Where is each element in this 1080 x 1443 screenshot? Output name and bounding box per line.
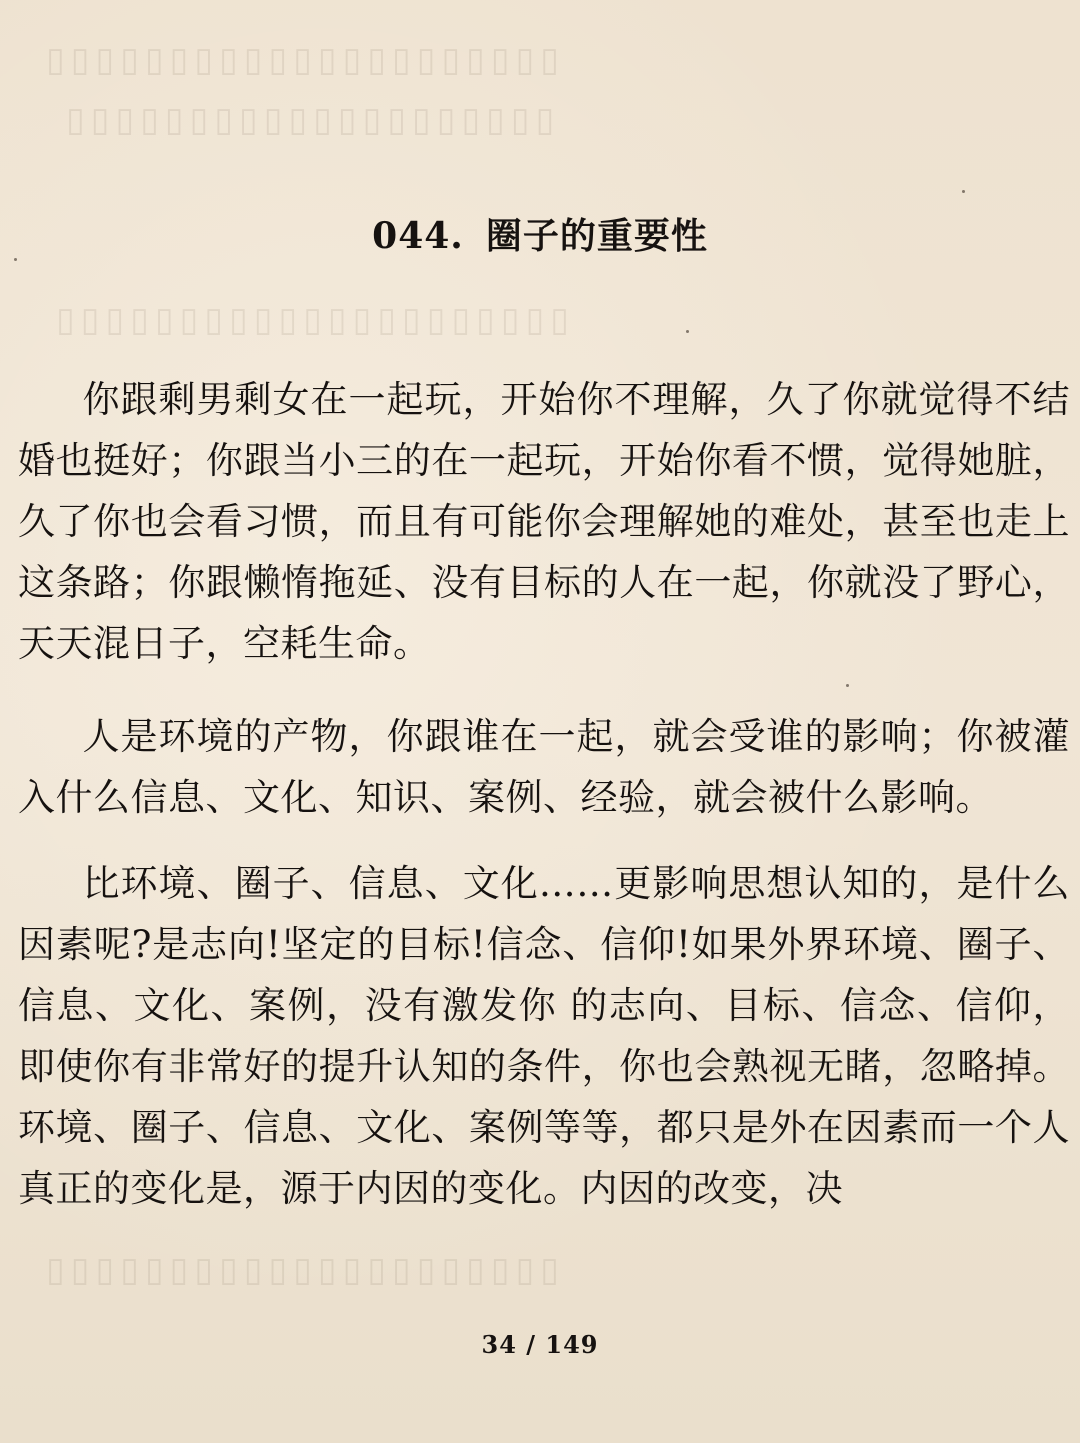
section-heading <box>0 208 1080 259</box>
body-paragraph <box>18 706 1070 828</box>
bleed-through-texture: ▯▯▯▯▯▯▯▯▯▯▯▯▯▯▯▯▯▯▯▯▯ <box>40 40 559 80</box>
bleed-through-texture: ▯▯▯▯▯▯▯▯▯▯▯▯▯▯▯▯▯▯▯▯▯ <box>50 300 569 340</box>
paper-speck <box>846 684 849 687</box>
body-paragraph <box>18 853 1070 1219</box>
paragraph-text: 比环境、圈子、信息、文化……更影响思想认知的，是什么因素呢?是志向!坚定的目标!信念、信仰!如果外界环境、圈子、信息、文化、案例，没有激发你 的志向、目标、信念、信仰，即使你有非常好的提升认知的条件，你也会熟视无睹，忽略掉。环境、圈子、信息、文化、案例等等，都只是外在因素而一个人真正的变化是，源于内因的变化。内因的改变，决 <box>18 862 1070 1210</box>
paragraph-text: 人是环境的产物，你跟谁在一起，就会受谁的影响；你被灌入什么信息、文化、知识、案例、经验，就会被什么影响。 <box>18 715 1070 819</box>
body-paragraph <box>18 369 1070 674</box>
paper-speck <box>962 190 965 193</box>
paper-speck <box>14 258 17 261</box>
bleed-through-texture: ▯▯▯▯▯▯▯▯▯▯▯▯▯▯▯▯▯▯▯▯▯ <box>40 1250 559 1290</box>
section-title: 圈子的重要性 <box>485 215 708 257</box>
section-number: 044. <box>372 215 464 257</box>
paper-speck <box>686 330 689 333</box>
bleed-through-texture: ▯▯▯▯▯▯▯▯▯▯▯▯▯▯▯▯▯▯▯▯ <box>60 100 555 140</box>
paragraph-text: 你跟剩男剩女在一起玩，开始你不理解，久了你就觉得不结婚也挺好；你跟当小三的在一起玩，开始你看不惯，觉得她脏，久了你也会看习惯，而且有可能你会理解她的难处，甚至也走上这条路；你跟懒惰拖延、没有目标的人在一起，你就没了野心，天天混日子，空耗生命。 <box>18 378 1070 665</box>
page-number: 34 / 149 <box>481 1330 599 1359</box>
